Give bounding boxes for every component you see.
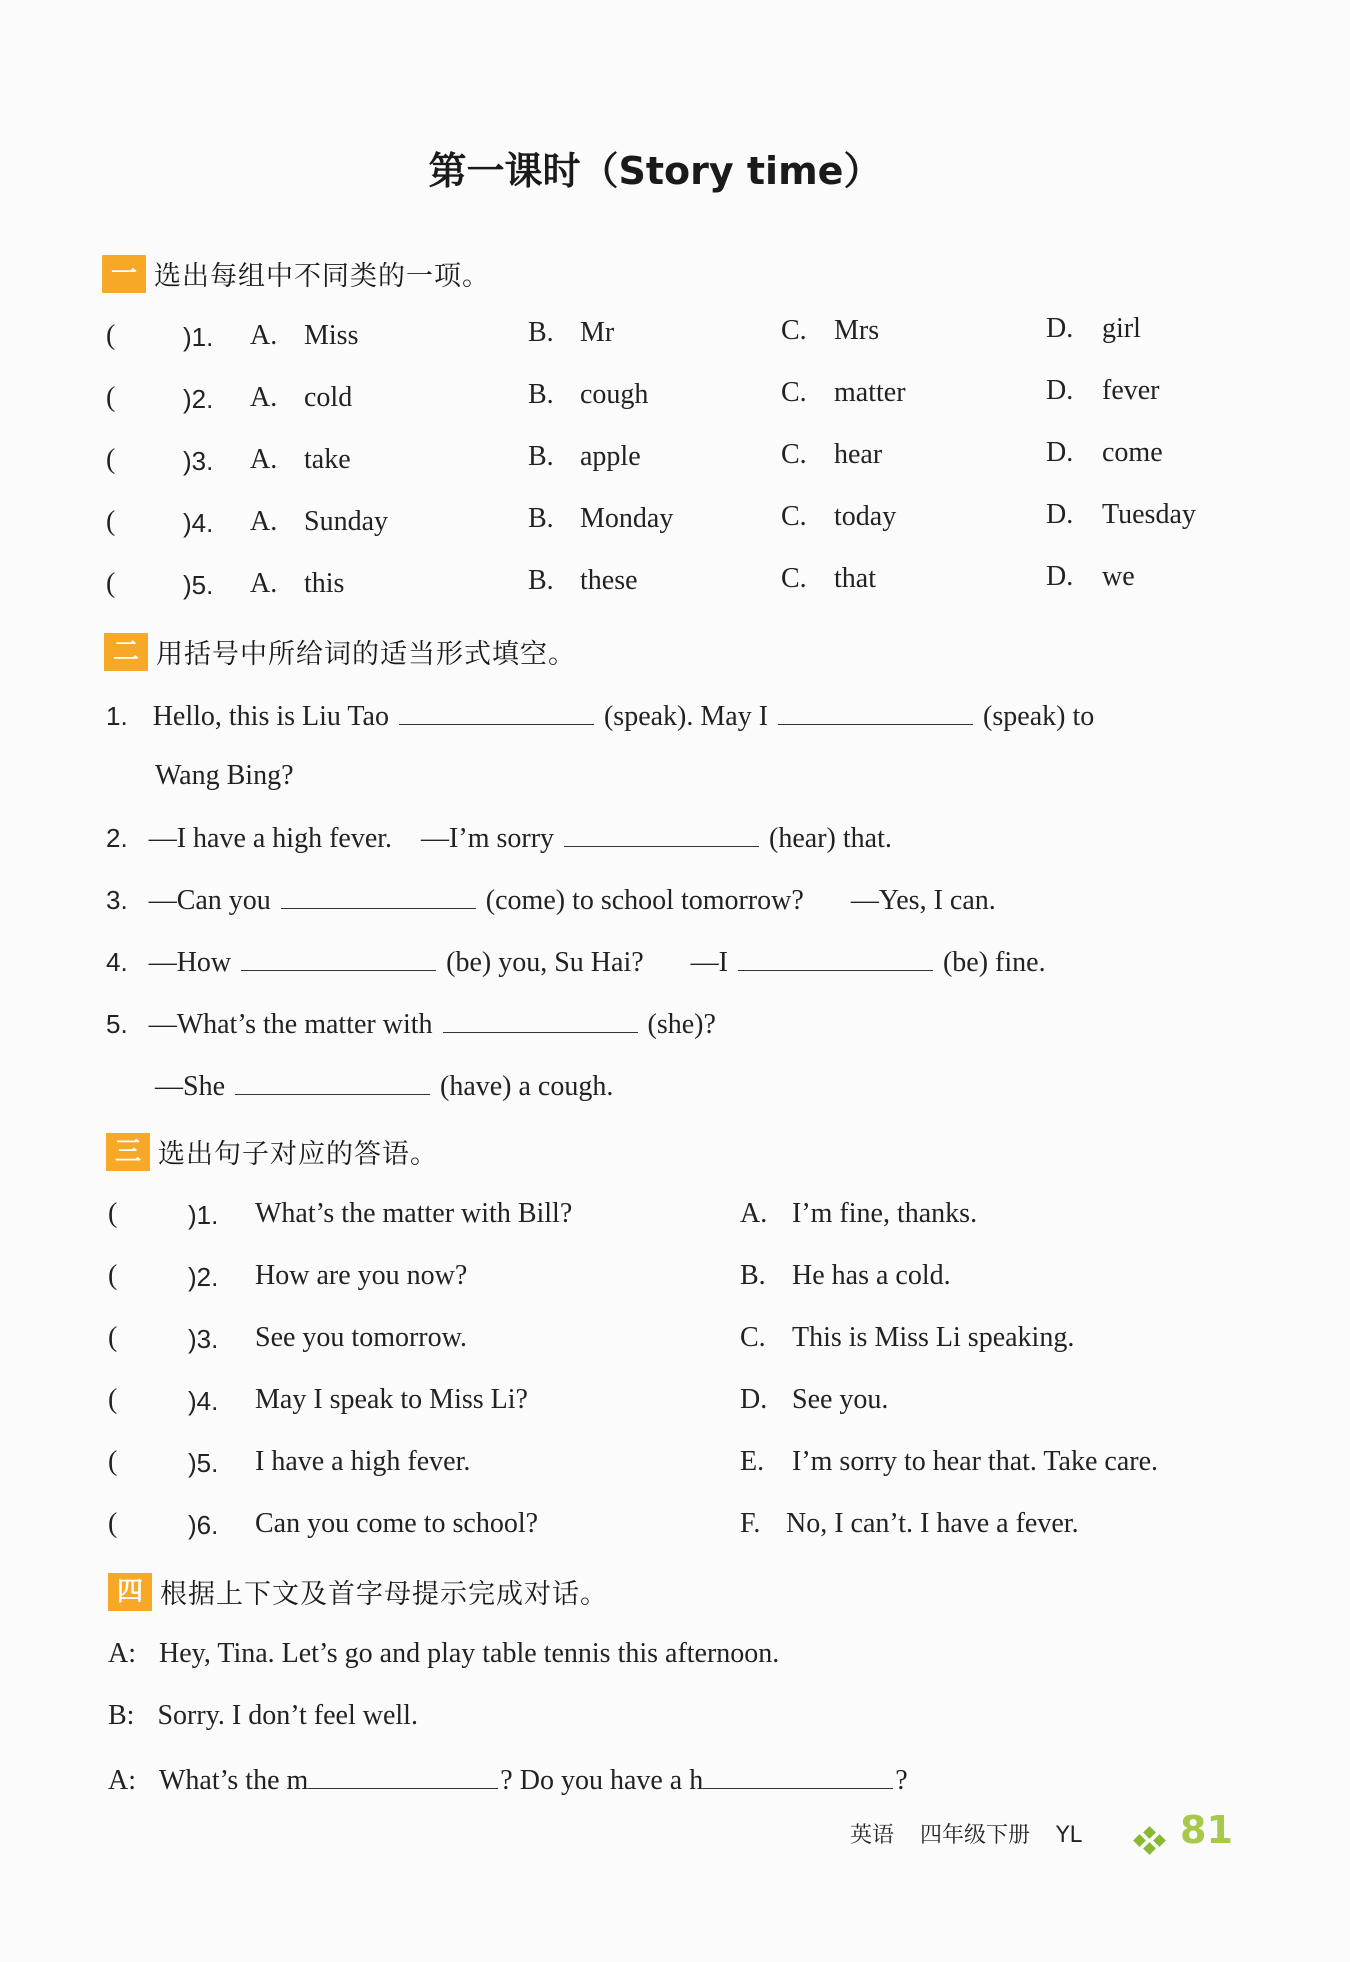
- answer-blank[interactable]: [399, 698, 594, 725]
- answer-text: I’m sorry to hear that. Take care.: [792, 1446, 1159, 1477]
- question-text: —Can you: [148, 885, 271, 916]
- option-text: Monday: [580, 503, 674, 534]
- answer-text: See you.: [792, 1384, 889, 1415]
- answer-blank[interactable]: [564, 820, 759, 847]
- question-text: (hear) that.: [769, 823, 892, 854]
- answer-label: A.: [740, 1198, 768, 1229]
- option-label: D.: [1046, 313, 1074, 344]
- item-number: )2.: [183, 384, 214, 414]
- answer-paren[interactable]: (: [106, 506, 116, 537]
- option-label: A.: [250, 320, 278, 351]
- speaker-label: B:: [108, 1700, 135, 1731]
- page-footer: [850, 1818, 1082, 1849]
- dialogue-line-2: [108, 1700, 418, 1732]
- diamond-icon: [1135, 1828, 1165, 1852]
- section-3-badge: 三: [106, 1133, 150, 1171]
- answer-blank[interactable]: [308, 1762, 498, 1789]
- option-label: C.: [781, 377, 807, 408]
- option-label: B.: [528, 317, 554, 348]
- answer-blank[interactable]: [235, 1068, 430, 1095]
- question-text: —I have a high fever.: [148, 823, 393, 854]
- question-text: (be) you, Su Hai?: [446, 947, 644, 978]
- question-text: (speak). May I: [603, 701, 769, 732]
- dialogue-text: Sorry. I don’t feel well.: [157, 1700, 418, 1731]
- option-label: A.: [250, 444, 278, 475]
- option-label: A.: [250, 506, 278, 537]
- question-text: (speak) to: [983, 701, 1095, 732]
- option-label: B.: [528, 441, 554, 472]
- question-text: See you tomorrow.: [255, 1322, 468, 1353]
- question-text: —She: [155, 1071, 225, 1102]
- section-4-heading: 根据上下文及首字母提示完成对话。: [160, 1579, 608, 1610]
- question-text: How are you now?: [255, 1260, 468, 1291]
- dialogue-text: Hey, Tina. Let’s go and play table tennis this afternoon.: [159, 1638, 780, 1669]
- item-number: )3.: [183, 446, 214, 476]
- item-number: )4.: [183, 508, 214, 538]
- option-text: Miss: [304, 320, 359, 351]
- dialogue-line-1: [108, 1638, 779, 1670]
- option-label: A.: [250, 568, 278, 599]
- answer-paren[interactable]: (: [106, 382, 116, 413]
- question-number: 3.: [106, 885, 128, 915]
- question-text: (have) a cough.: [440, 1071, 614, 1102]
- answer-paren[interactable]: (: [108, 1260, 118, 1291]
- answer-blank[interactable]: [241, 944, 436, 971]
- answer-label: F.: [740, 1508, 761, 1539]
- item-number: )1.: [183, 322, 214, 352]
- option-text: these: [580, 565, 638, 596]
- answer-blank[interactable]: [443, 1006, 638, 1033]
- question-text: —I’m sorry: [421, 823, 555, 854]
- option-label: D.: [1046, 437, 1074, 468]
- option-label: D.: [1046, 499, 1074, 530]
- section-3-heading: 选出句子对应的答语。: [158, 1139, 438, 1170]
- speaker-label: A:: [108, 1765, 136, 1796]
- option-text: Tuesday: [1102, 499, 1196, 530]
- question-number: 1.: [106, 701, 128, 731]
- question-number: 5.: [106, 1009, 128, 1039]
- answer-label: B.: [740, 1260, 766, 1291]
- question-number: 4.: [106, 947, 128, 977]
- section-1-badge: 一: [102, 255, 146, 293]
- option-text: Mrs: [834, 315, 880, 346]
- option-text: come: [1102, 437, 1163, 468]
- option-label: C.: [781, 315, 807, 346]
- option-text: apple: [580, 441, 641, 472]
- question-text: (be) fine.: [942, 947, 1046, 978]
- answer-blank[interactable]: [281, 882, 476, 909]
- question-text: Wang Bing?: [155, 760, 294, 791]
- option-label: B.: [528, 379, 554, 410]
- fill-question-2: [106, 820, 892, 855]
- answer-paren[interactable]: (: [108, 1322, 118, 1353]
- section-2-header: [104, 632, 576, 671]
- option-label: C.: [781, 563, 807, 594]
- section-3-header: [106, 1132, 438, 1171]
- answer-paren[interactable]: (: [108, 1384, 118, 1415]
- option-label: C.: [781, 439, 807, 470]
- question-text: Can you come to school?: [255, 1508, 539, 1539]
- option-text: Sunday: [304, 506, 388, 537]
- option-text: today: [834, 501, 897, 532]
- option-text: this: [304, 568, 345, 599]
- answer-blank[interactable]: [703, 1762, 893, 1789]
- answer-blank[interactable]: [778, 698, 973, 725]
- question-text: (come) to school tomorrow?: [485, 885, 804, 916]
- answer-text: This is Miss Li speaking.: [792, 1322, 1075, 1353]
- option-text: fever: [1102, 375, 1160, 406]
- answer-label: E.: [740, 1446, 765, 1477]
- fill-question-5: [106, 1006, 716, 1041]
- answer-text: I’m fine, thanks.: [792, 1198, 978, 1229]
- option-text: hear: [834, 439, 883, 470]
- page-title: 第一课时（Story time）: [428, 149, 882, 193]
- dialogue-line-3: [108, 1762, 908, 1797]
- answer-text: No, I can’t. I have a fever.: [786, 1508, 1079, 1539]
- option-text: that: [834, 563, 876, 594]
- section-2-badge: 二: [104, 633, 148, 671]
- dialogue-text: ?: [895, 1765, 908, 1796]
- item-number: )5.: [183, 570, 214, 600]
- fill-question-5-continued: [155, 1068, 613, 1103]
- dialogue-text: ? Do you have a h: [500, 1765, 704, 1796]
- footer-grade: 四年级下册: [920, 1823, 1031, 1848]
- answer-paren[interactable]: (: [106, 444, 116, 475]
- speaker-label: A:: [108, 1638, 136, 1669]
- section-4-header: [108, 1572, 608, 1611]
- fill-question-1: [106, 698, 1094, 733]
- option-label: B.: [528, 503, 554, 534]
- answer-paren[interactable]: (: [108, 1198, 118, 1229]
- answer-blank[interactable]: [738, 944, 933, 971]
- footer-edition: YL: [1056, 1823, 1082, 1848]
- option-text: Mr: [580, 317, 615, 348]
- question-number: 2.: [106, 823, 128, 853]
- option-text: take: [304, 444, 351, 475]
- option-text: matter: [834, 377, 906, 408]
- section-2-heading: 用括号中所给词的适当形式填空。: [156, 639, 576, 670]
- question-text: What’s the matter with Bill?: [255, 1198, 573, 1229]
- option-text: cough: [580, 379, 649, 410]
- answer-label: C.: [740, 1322, 766, 1353]
- item-number: )5.: [188, 1448, 219, 1478]
- question-text: —How: [148, 947, 232, 978]
- item-number: )4.: [188, 1386, 219, 1416]
- answer-text: He has a cold.: [792, 1260, 951, 1291]
- answer-paren[interactable]: (: [106, 320, 116, 351]
- answer-label: D.: [740, 1384, 768, 1415]
- item-number: )2.: [188, 1262, 219, 1292]
- section-4-badge: 四: [108, 1573, 152, 1611]
- answer-paren[interactable]: (: [108, 1446, 118, 1477]
- question-text: (she)?: [647, 1009, 716, 1040]
- question-text: —I: [690, 947, 728, 978]
- option-label: D.: [1046, 561, 1074, 592]
- question-text: —What’s the matter with: [148, 1009, 433, 1040]
- fill-question-4: [106, 944, 1046, 979]
- fill-question-3: [106, 882, 996, 917]
- question-text: I have a high fever.: [255, 1446, 471, 1477]
- option-label: D.: [1046, 375, 1074, 406]
- option-text: cold: [304, 382, 353, 413]
- answer-paren[interactable]: (: [108, 1508, 118, 1539]
- option-text: girl: [1102, 313, 1141, 344]
- question-text: May I speak to Miss Li?: [255, 1384, 528, 1415]
- dialogue-text: What’s the m: [159, 1765, 309, 1796]
- option-text: we: [1102, 561, 1135, 592]
- section-1-header: [102, 254, 490, 293]
- item-number: )1.: [188, 1200, 219, 1230]
- item-number: )6.: [188, 1510, 219, 1540]
- option-label: B.: [528, 565, 554, 596]
- section-1-heading: 选出每组中不同类的一项。: [154, 261, 490, 292]
- question-text: —Yes, I can.: [850, 885, 996, 916]
- answer-paren[interactable]: (: [106, 568, 116, 599]
- question-text: Hello, this is Liu Tao: [152, 701, 389, 732]
- footer-subject: 英语: [850, 1823, 895, 1848]
- item-number: )3.: [188, 1324, 219, 1354]
- option-label: A.: [250, 382, 278, 413]
- page-number: 81: [1180, 1808, 1233, 1852]
- option-label: C.: [781, 501, 807, 532]
